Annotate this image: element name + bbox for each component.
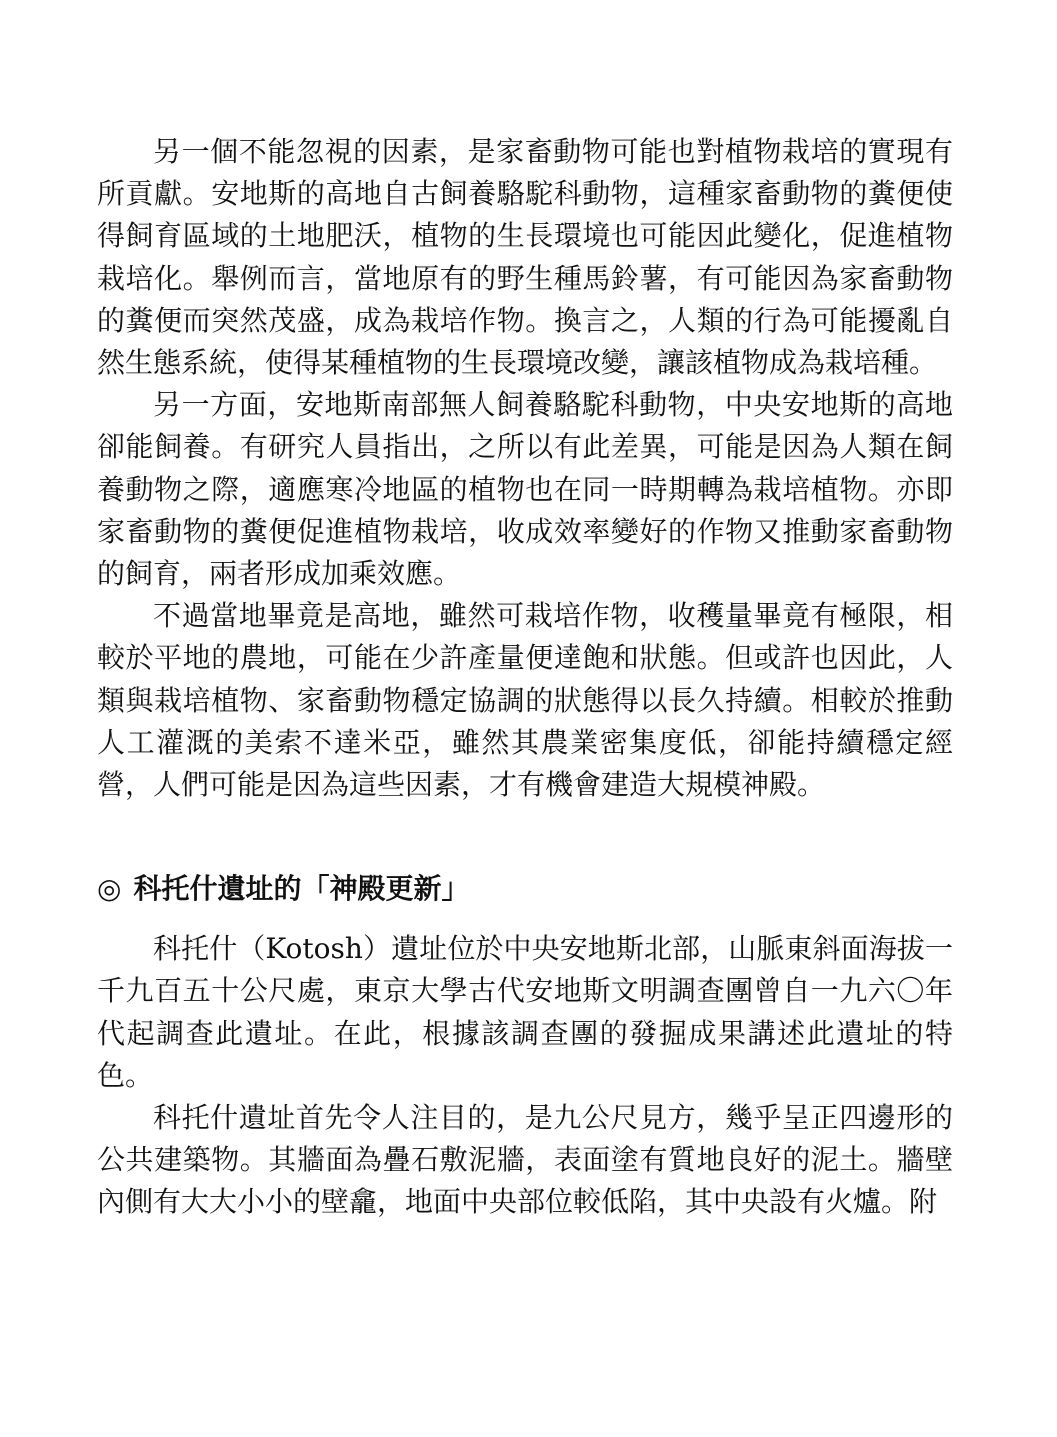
section-mark-icon: ◎ bbox=[97, 872, 122, 906]
section-title: 科托什遺址的「神殿更新」 bbox=[133, 872, 470, 906]
paragraph-livestock: 另一個不能忽視的因素，是家畜動物可能也對植物栽培的實現有所貢獻。安地斯的高地自古飼養駱駝科動物，這種家畜動物的糞便使得飼育區域的土地肥沃，植物的生長環境也可能因此變化，促進植物栽培化。舉例而言，當地原有的野生種馬鈴薯，有可能因為家畜動物的糞便而突然茂盛，成為栽培作物。換言之，人類的行為可能擾亂自然生態系統，使得某種植物的生長環境改變，讓該植物成為栽培種。 bbox=[97, 135, 953, 380]
section-heading bbox=[97, 868, 953, 910]
paragraph-southern-andes: 另一方面，安地斯南部無人飼養駱駝科動物，中央安地斯的高地卻能飼養。有研究人員指出，之所以有此差異，可能是因為人類在飼養動物之際，適應寒冷地區的植物也在同一時期轉為栽培植物。亦即家畜動物的糞便促進植物栽培，收成效率變好的作物又推動家畜動物的飼育，兩者形成加乘效應。 bbox=[97, 388, 953, 591]
paragraph-kotosh-building: 科托什遺址首先令人注目的，是九公尺見方，幾乎呈正四邊形的公共建築物。其牆面為疊石敷泥牆，表面塗有質地良好的泥土。牆壁內側有大大小小的壁龕，地面中央部位較低陷，其中央設有火爐。附 bbox=[97, 1101, 953, 1219]
paragraph-kotosh-intro: 科托什（Kotosh）遺址位於中央安地斯北部，山脈東斜面海拔一千九百五十公尺處，東京大學古代安地斯文明調查團曾自一九六〇年代起調查此遺址。在此，根據該調查團的發掘成果講述此遺址的特色。 bbox=[97, 932, 953, 1092]
paragraph-highland-limits: 不過當地畢竟是高地，雖然可栽培作物，收穫量畢竟有極限，相較於平地的農地，可能在少許產量便達飽和狀態。但或許也因此，人類與栽培植物、家畜動物穩定協調的狀態得以長久持續。相較於推動人工灌溉的美索不達米亞，雖然其農業密集度低，卻能持續穩定經營，人們可能是因為這些因素，才有機會建造大規模神殿。 bbox=[97, 599, 953, 802]
page-body bbox=[97, 131, 953, 1224]
